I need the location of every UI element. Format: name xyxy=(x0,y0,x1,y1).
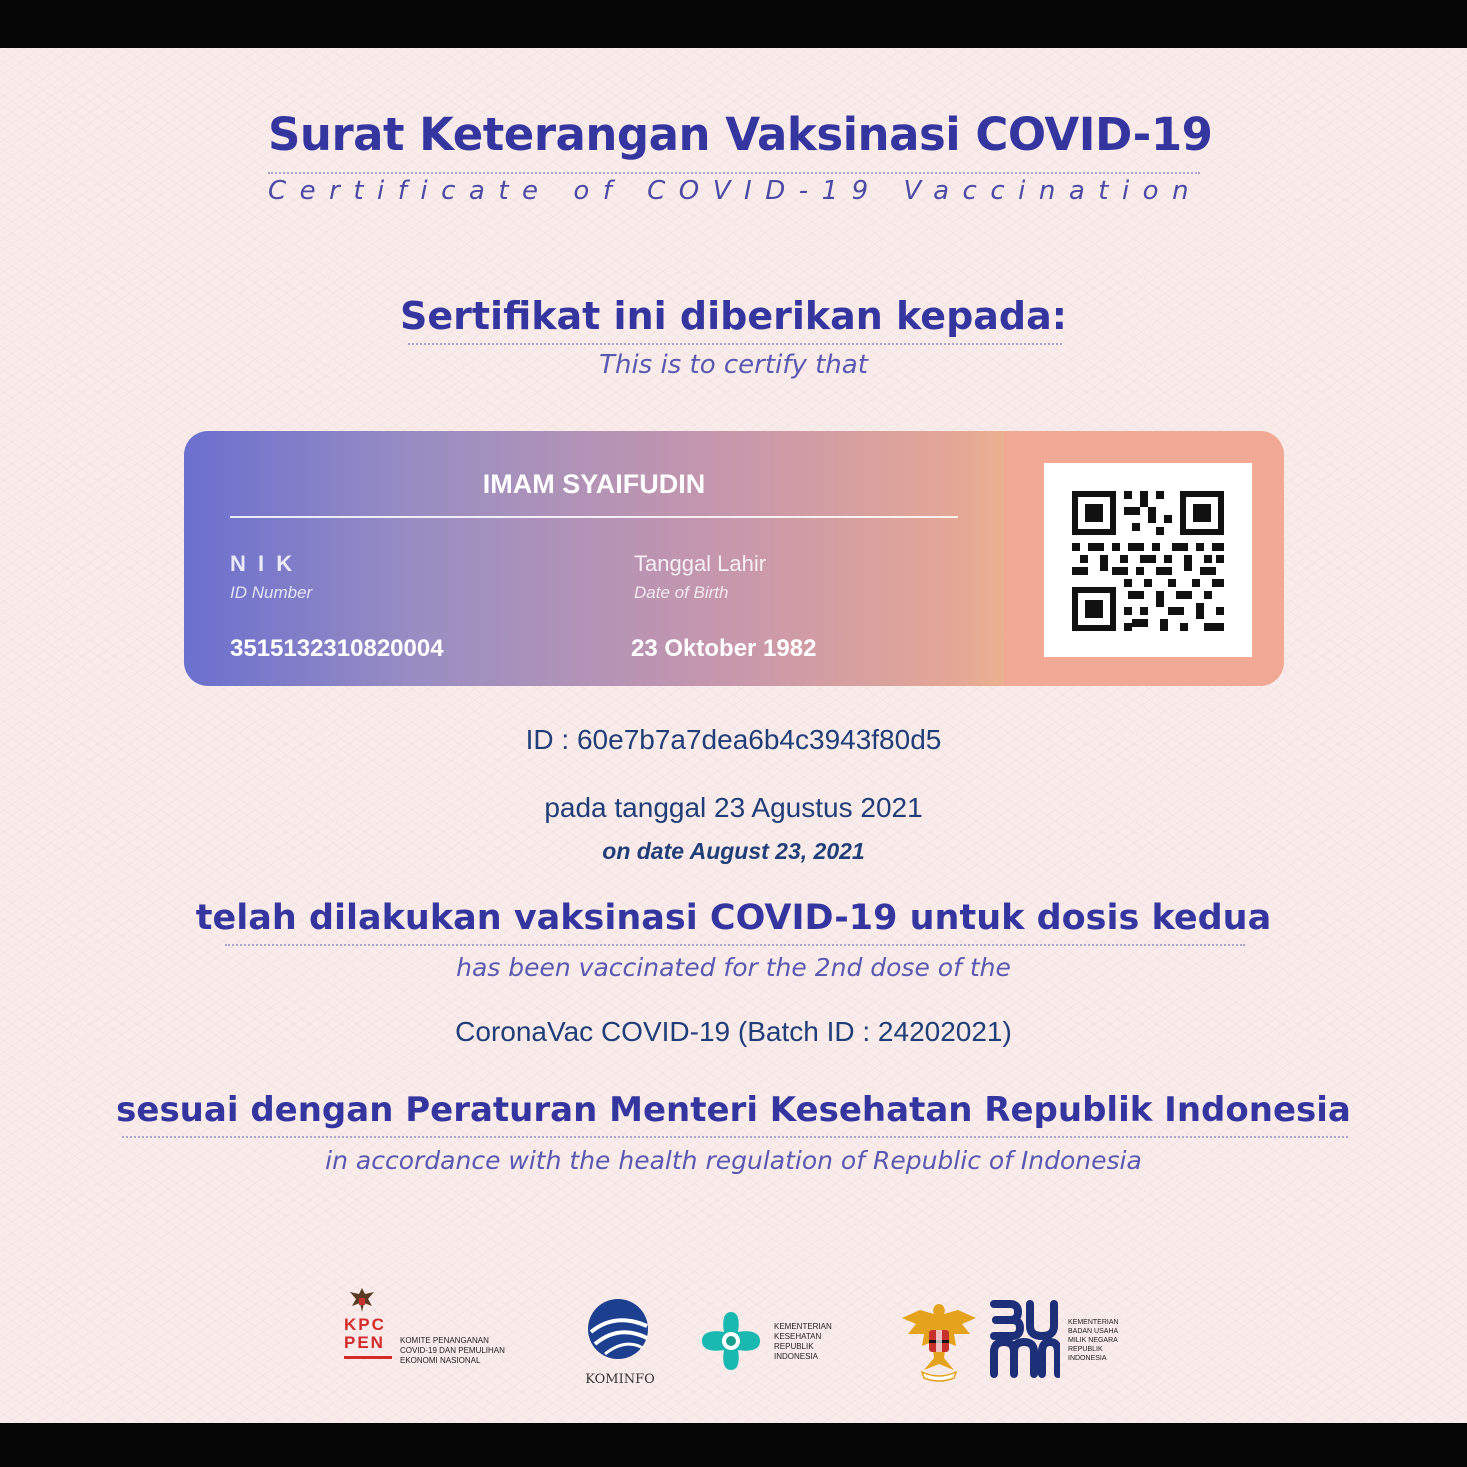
garuda-small-icon xyxy=(348,1286,376,1314)
certificate-subtitle: Certificate of COVID-19 Vaccination xyxy=(268,176,1203,206)
kpcpen-underline xyxy=(344,1356,392,1359)
vaccination-subheading: has been vaccinated for the 2nd dose of the xyxy=(456,953,1011,982)
bottom-black-bar xyxy=(0,1423,1467,1467)
bumn-text-4: REPUBLIK xyxy=(1068,1346,1103,1353)
top-black-bar xyxy=(0,0,1467,48)
bumn-text-1: KEMENTERIAN xyxy=(1068,1319,1119,1326)
kpcpen-mark-top: KPC xyxy=(344,1315,386,1334)
vaccination-rule xyxy=(225,944,1245,946)
vaccination-date-en: on date August 23, 2021 xyxy=(602,838,865,864)
kemenkes-logo xyxy=(698,1306,858,1386)
name-underline xyxy=(230,516,958,518)
garuda-pancasila-icon xyxy=(898,1300,980,1384)
kemenkes-text-2: KESEHATAN xyxy=(774,1332,822,1341)
kemenkes-text-4: INDONESIA xyxy=(774,1352,819,1361)
qr-code-icon xyxy=(1044,463,1252,657)
regulation-heading: sesuai dengan Peraturan Menteri Kesehatan Republik Indonesia xyxy=(116,1090,1351,1130)
certify-subheading: This is to certify that xyxy=(599,350,868,380)
dob-value: 23 Oktober 1982 xyxy=(631,635,817,662)
bumn-mark-icon xyxy=(988,1298,1060,1378)
partner-logos xyxy=(0,1280,1467,1390)
regulation-rule xyxy=(122,1136,1348,1138)
holder-name: IMAM SYAIFUDIN xyxy=(482,469,706,499)
bumn-text-2: BADAN USAHA xyxy=(1068,1328,1119,1335)
title-rule xyxy=(268,172,1200,174)
dob-label-en: Date of Birth xyxy=(634,583,729,602)
kpcpen-text-3: EKONOMI NASIONAL xyxy=(400,1356,481,1365)
certify-rule xyxy=(408,343,1062,345)
kemenkes-cross-icon xyxy=(698,1308,764,1374)
nik-label-en: ID Number xyxy=(230,583,313,602)
vaccination-date: pada tanggal 23 Agustus 2021 xyxy=(544,792,923,823)
bumn-logo xyxy=(988,1298,1138,1382)
regulation-subheading: in accordance with the health regulation of Republic of Indonesia xyxy=(325,1146,1142,1175)
kominfo-logo xyxy=(575,1298,665,1388)
kpcpen-logo xyxy=(340,1286,540,1382)
identity-card xyxy=(184,431,1284,686)
kemenkes-text-3: REPUBLIK xyxy=(774,1342,814,1351)
qr-code[interactable] xyxy=(1044,463,1252,657)
bumn-text-5: INDONESIA xyxy=(1068,1355,1107,1362)
nik-label: N I K xyxy=(230,551,296,576)
vaccination-heading: telah dilakukan vaksinasi COVID-19 untuk dosis kedua xyxy=(195,898,1272,938)
kpcpen-text-1: KOMITE PENANGANAN xyxy=(400,1336,489,1345)
kominfo-globe-icon xyxy=(585,1298,651,1360)
certify-heading: Sertifikat ini diberikan kepada: xyxy=(400,294,1067,338)
kemenkes-text-1: KEMENTERIAN xyxy=(774,1322,832,1331)
dob-label: Tanggal Lahir xyxy=(634,551,767,576)
kpcpen-text-2: COVID-19 DAN PEMULIHAN xyxy=(400,1346,505,1355)
kominfo-label: KOMINFO xyxy=(585,1372,655,1387)
kpcpen-mark-bottom: PEN xyxy=(344,1333,385,1352)
certificate-title: Surat Keterangan Vaksinasi COVID-19 xyxy=(268,108,1213,161)
nik-value: 3515132310820004 xyxy=(230,635,444,662)
garuda-logo xyxy=(898,1300,980,1384)
certificate-id: ID : 60e7b7a7dea6b4c3943f80d5 xyxy=(525,724,942,755)
bumn-text-3: MILIK NEGARA xyxy=(1068,1337,1118,1344)
vaccine-batch: CoronaVac COVID-19 (Batch ID : 24202021) xyxy=(455,1016,1012,1047)
